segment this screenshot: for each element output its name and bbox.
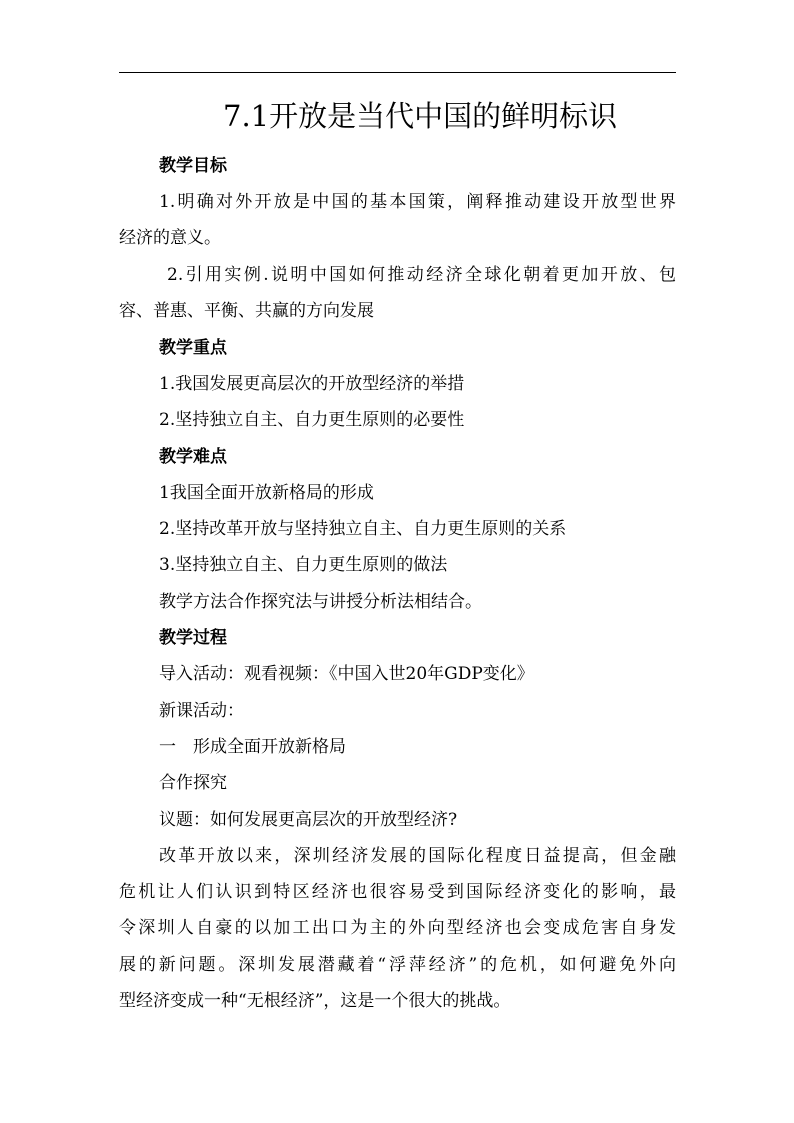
difficulty-2: 2.坚持改革开放与坚持独立自主、自力更生原则的关系 (159, 519, 567, 539)
objective-1-line2: 经济的意义。 (119, 228, 221, 248)
new-activity: 新课活动： (159, 701, 244, 721)
process-heading: 教学过程 (159, 628, 227, 648)
difficulties-heading: 教学难点 (159, 447, 227, 467)
topic-question: 议题：如何发展更高层次的开放型经济? (159, 810, 458, 830)
paragraph-line-5: 型经济变成一种“无根经济”，这是一个很大的挑战。 (119, 991, 511, 1011)
intro-activity: 导入活动：观看视频：《中国入世20年GDP变化》 (159, 664, 534, 684)
difficulty-3: 3.坚持独立自主、自力更生原则的做法 (159, 555, 448, 575)
objective-1-line1: 1.明确对外开放是中国的基本国策，阐释推动建设开放型世界 (159, 192, 676, 212)
header-rule (119, 72, 676, 73)
paragraph-line-3: 令深圳人自豪的以加工出口为主的外向型经济也会变成危害自身发 (119, 918, 676, 938)
objective-2-line2: 容、普惠、平衡、共赢的方向发展 (119, 301, 374, 321)
page-title: 7.1开放是当代中国的鲜明标识 (223, 99, 618, 133)
objectives-heading: 教学目标 (159, 156, 227, 176)
cooperation-label: 合作探究 (159, 773, 227, 793)
objective-2-line1: 2.引用实例.说明中国如何推动经济全球化朝着更加开放、包 (167, 265, 676, 285)
key-point-2: 2.坚持独立自主、自力更生原则的必要性 (159, 410, 465, 430)
key-point-1: 1.我国发展更高层次的开放型经济的举措 (159, 374, 465, 394)
paragraph-line-4: 展的新问题。深圳发展潜藏着“浮萍经济”的危机，如何避免外向 (119, 955, 676, 975)
paragraph-line-2: 危机让人们认识到特区经济也很容易受到国际经济变化的影响，最 (119, 882, 676, 902)
teaching-method: 教学方法合作探究法与讲授分析法相结合。 (159, 592, 482, 612)
paragraph-line-1: 改革开放以来，深圳经济发展的国际化程度日益提高，但金融 (159, 846, 676, 866)
part-one-heading: 一 形成全面开放新格局 (159, 737, 346, 757)
key-points-heading: 教学重点 (159, 338, 227, 358)
difficulty-1: 1我国全面开放新格局的形成 (159, 483, 374, 503)
